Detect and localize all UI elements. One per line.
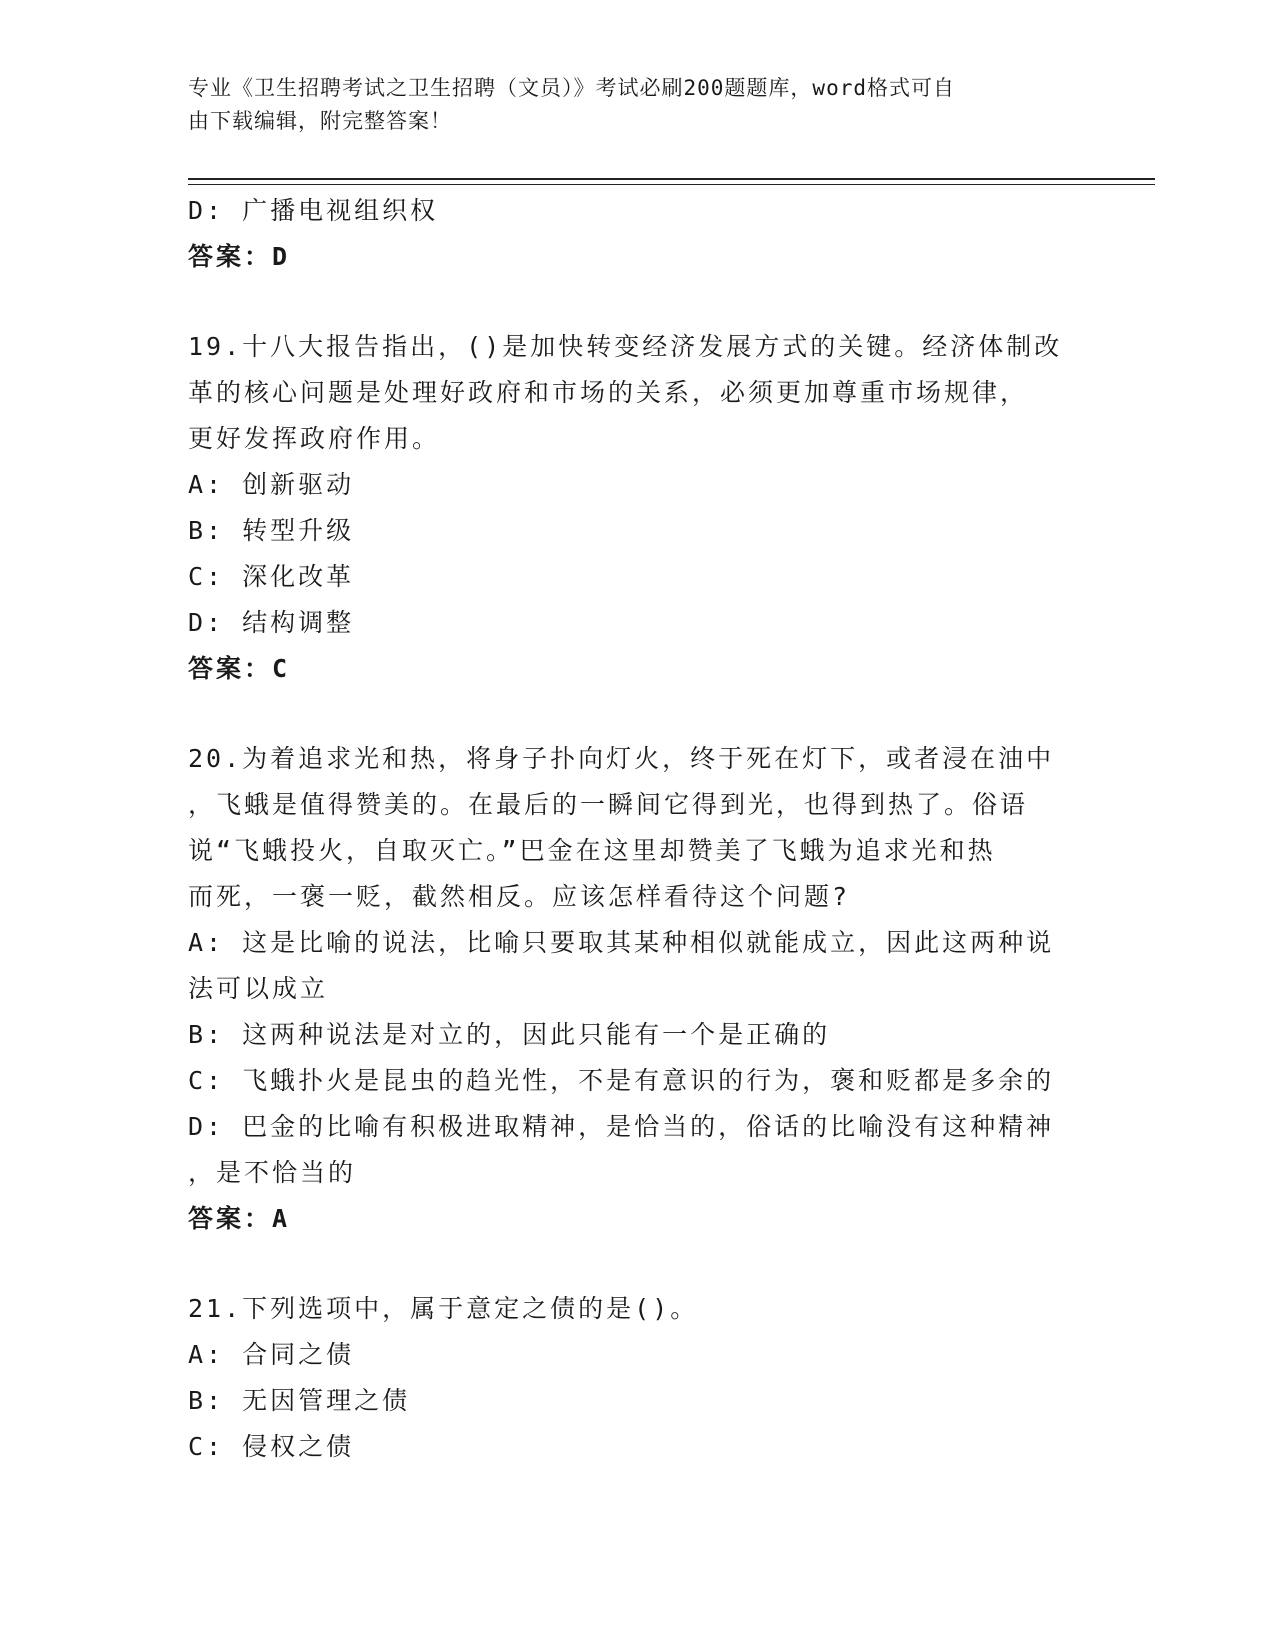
option-a: A: 这是比喻的说法，比喻只要取其某种相似就能成立，因此这两种说 <box>188 928 1055 957</box>
option-d: D: 巴金的比喻有积极进取精神，是恰当的，俗话的比喻没有这种精神 <box>188 1112 1055 1141</box>
answer: 答案：A <box>188 1204 291 1233</box>
header-divider-thin <box>188 184 1155 185</box>
header-line-1: 专业《卫生招聘考试之卫生招聘（文员）》考试必刷200题题库，word格式可自 <box>188 76 955 100</box>
spacer <box>188 1242 1088 1286</box>
question-stem-line: 20.为着追求光和热，将身子扑向灯火，终于死在灯下，或者浸在油中 <box>188 744 1055 773</box>
option-d: D: 广播电视组织权 <box>188 196 439 225</box>
spacer <box>188 280 1088 324</box>
option-d: D: 结构调整 <box>188 608 355 637</box>
header-divider <box>188 178 1155 180</box>
question-stem-line: 21.下列选项中，属于意定之债的是()。 <box>188 1294 699 1323</box>
option-a: A: 合同之债 <box>188 1340 355 1369</box>
option-a: A: 创新驱动 <box>188 470 355 499</box>
option-a-cont: 法可以成立 <box>188 974 329 1003</box>
question-stem-line: 而死，一褒一贬，截然相反。应该怎样看待这个问题? <box>188 882 851 911</box>
question-19 <box>188 324 1088 692</box>
option-c: C: 深化改革 <box>188 562 355 591</box>
option-c: C: 飞蛾扑火是昆虫的趋光性，不是有意识的行为，褒和贬都是多余的 <box>188 1066 1055 1095</box>
spacer <box>188 692 1088 736</box>
option-d-cont: ，是不恰当的 <box>188 1158 357 1187</box>
option-c: C: 侵权之债 <box>188 1432 355 1461</box>
question-stem-line: 19.十八大报告指出，()是加快转变经济发展方式的关键。经济体制改 <box>188 332 1063 361</box>
question-stem-line: 说“飞蛾投火，自取灭亡。”巴金在这里却赞美了飞蛾为追求光和热 <box>188 836 996 865</box>
option-b: B: 转型升级 <box>188 516 355 545</box>
question-stem-line: 更好发挥政府作用。 <box>188 424 441 453</box>
answer: 答案：D <box>188 242 291 271</box>
question-21 <box>188 1286 1088 1470</box>
question-stem-line: ，飞蛾是值得赞美的。在最后的一瞬间它得到光，也得到热了。俗语 <box>188 790 1029 819</box>
option-b: B: 无因管理之债 <box>188 1386 411 1415</box>
answer: 答案：C <box>188 654 291 683</box>
option-b: B: 这两种说法是对立的，因此只能有一个是正确的 <box>188 1020 831 1049</box>
question-stem-line: 革的核心问题是处理好政府和市场的关系，必须更加尊重市场规律， <box>188 378 1029 407</box>
question-20 <box>188 736 1088 1242</box>
header-line-2: 由下载编辑，附完整答案！ <box>188 109 452 133</box>
question-18-tail <box>188 188 1088 280</box>
document-body <box>188 188 1088 1470</box>
document-header <box>188 72 1088 138</box>
